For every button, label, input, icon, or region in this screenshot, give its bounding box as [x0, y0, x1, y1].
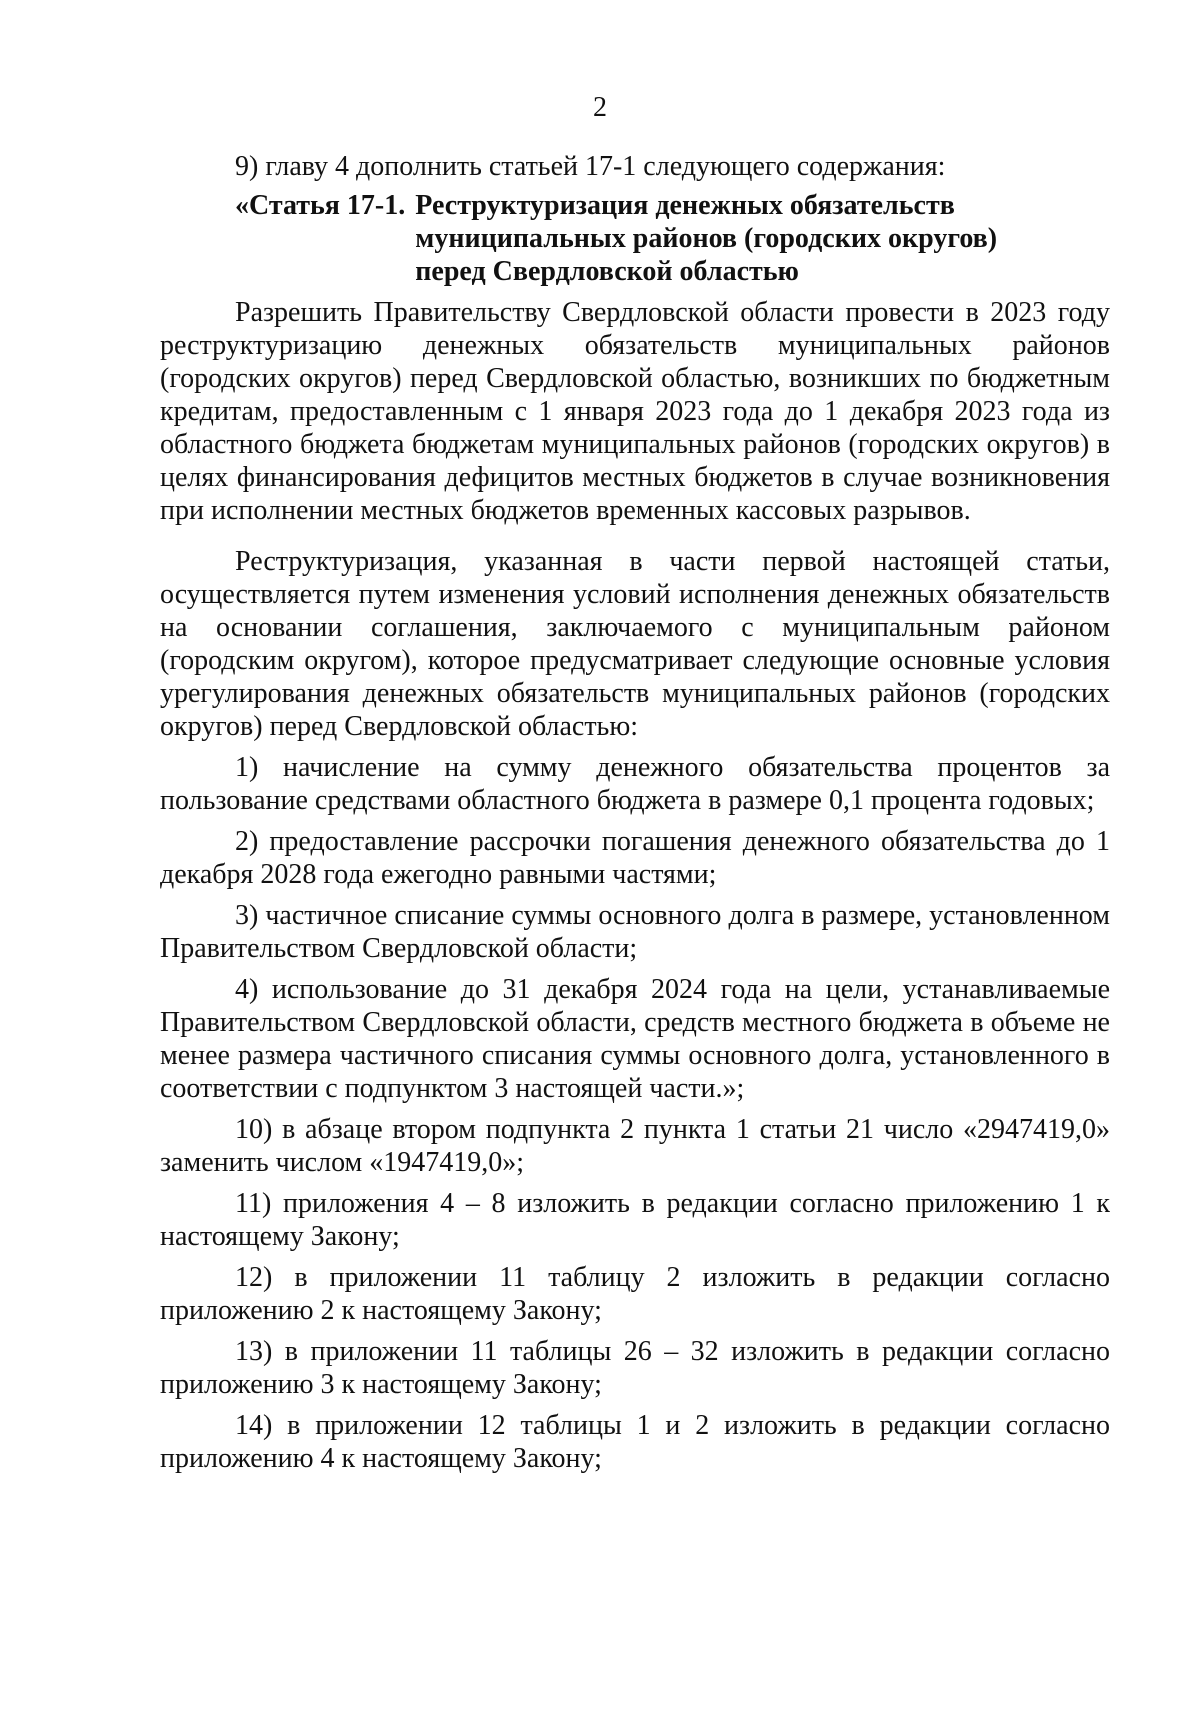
subitem-1: 1) начисление на сумму денежного обязательства процентов за пользование средствами областного бюджета в размере 0,1 процента годовых;: [160, 752, 1110, 816]
subitem-2: 2) предоставление рассрочки погашения денежного обязательства до 1 декабря 2028 года ежегодно равными частями;: [160, 826, 1110, 890]
article-title: [405, 189, 1015, 288]
document-body: [160, 150, 1110, 1483]
article-title-line: перед Свердловской областью: [415, 256, 799, 287]
page-number: 2: [593, 92, 607, 123]
item-9-paragraph: 9) главу 4 дополнить статьей 17-1 следующего содержания:: [235, 151, 946, 182]
article-number: «Статья 17-1.: [235, 190, 406, 221]
item-11: 11) приложения 4 – 8 изложить в редакции согласно приложению 1 к настоящему Закону;: [160, 1188, 1110, 1252]
article-part-2: Реструктуризация, указанная в части первой настоящей статьи, осуществляется путем изменения условий исполнения денежных обязательств на основании соглашения, заключаемого с муниципальным районом (городским округом), которое предусматривает следующие основные условия урегулирования денежных обязательств муниципальных районов (городских округов) перед Свердловской областью:: [160, 546, 1110, 742]
article-title-line: Реструктуризация денежных обязательств: [415, 190, 955, 221]
item-13: 13) в приложении 11 таблицы 26 – 32 изложить в редакции согласно приложению 3 к настоящему Закону;: [160, 1336, 1110, 1400]
item-10: 10) в абзаце втором подпункта 2 пункта 1 статьи 21 число «2947419,0» заменить числом «1947419,0»;: [160, 1114, 1110, 1178]
subitem-3: 3) частичное списание суммы основного долга в размере, установленном Правительством Свердловской области;: [160, 900, 1110, 964]
article-part-1: Разрешить Правительству Свердловской области провести в 2023 году реструктуризацию денежных обязательств муниципальных районов (городских округов) перед Свердловской областью, возникших по бюджетным кредитам, предоставленным с 1 января 2023 года до 1 декабря 2023 года из областного бюджета бюджетам муниципальных районов (городских округов) в целях финансирования дефицитов местных бюджетов в случае возникновения при исполнении местных бюджетов временных кассовых разрывов.: [160, 297, 1110, 526]
item-12: 12) в приложении 11 таблицу 2 изложить в редакции согласно приложению 2 к настоящему Закону;: [160, 1262, 1110, 1326]
item-14: 14) в приложении 12 таблицы 1 и 2 изложить в редакции согласно приложению 4 к настоящему Закону;: [160, 1410, 1110, 1474]
subitem-4: 4) использование до 31 декабря 2024 года на цели, устанавливаемые Правительством Свердловской области, средств местного бюджета в объеме не менее размера частичного списания суммы основного долга, установленного в соответствии с подпунктом 3 настоящей части.»;: [160, 974, 1110, 1104]
article-heading: [235, 189, 1110, 288]
article-title-line: муниципальных районов (городских округов): [415, 223, 998, 254]
